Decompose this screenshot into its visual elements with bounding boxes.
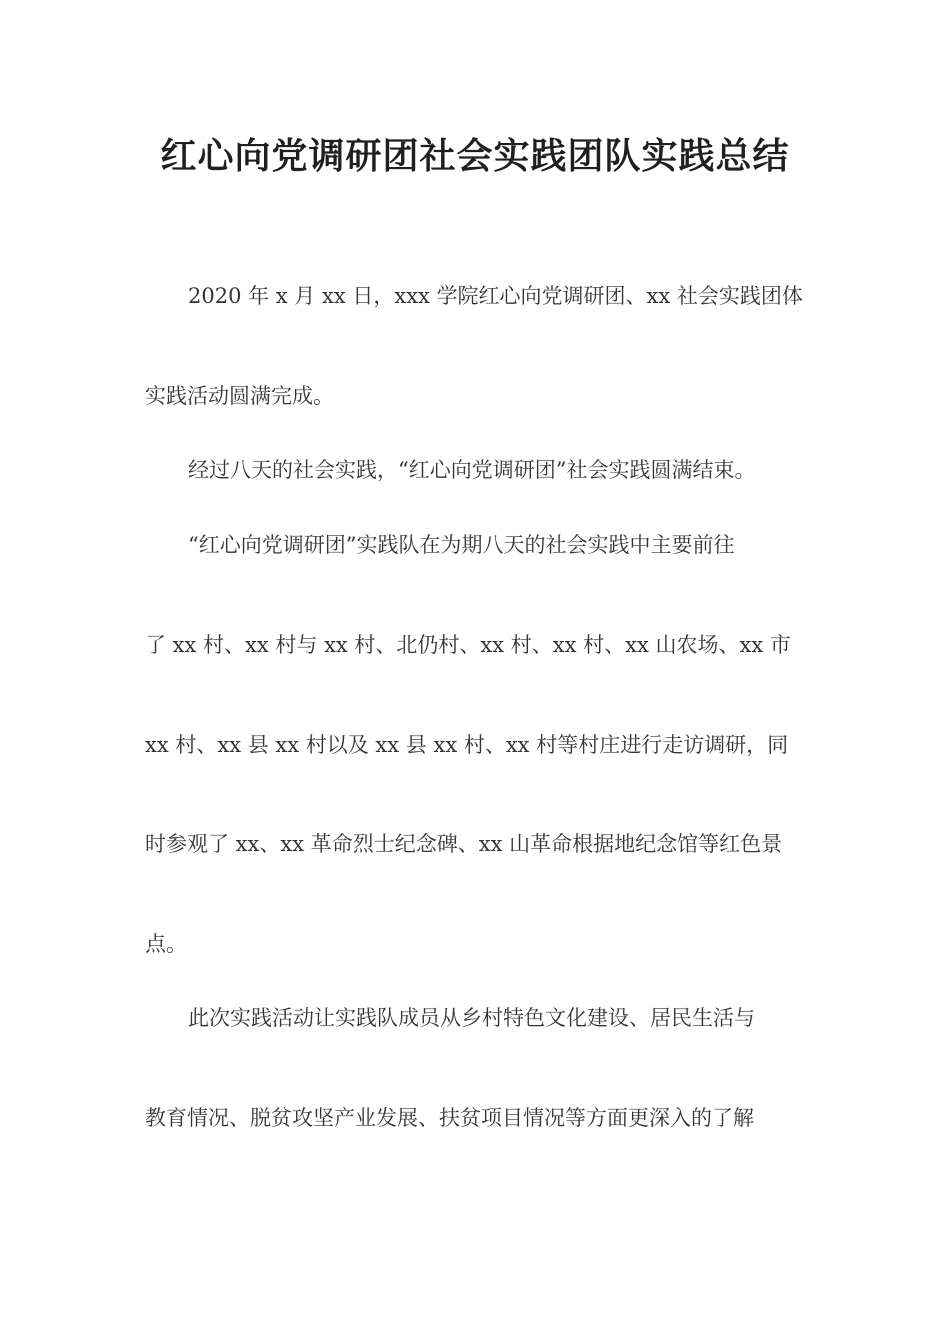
paragraph-line: 此次实践活动让实践队成员从乡村特色文化建设、居民生活与 bbox=[188, 1006, 755, 1030]
paragraph-line: xx 村、xx 县 xx 村以及 xx 县 xx 村、xx 村等村庄进行走访调研，同 bbox=[145, 733, 789, 757]
paragraph-line: 了 xx 村、xx 村与 xx 村、北仍村、xx 村、xx 村、xx 山农场、xx 市 bbox=[145, 633, 791, 657]
paragraph-line: “红心向党调研团”实践队在为期八天的社会实践中主要前往 bbox=[188, 533, 735, 557]
paragraph-line: 时参观了 xx、xx 革命烈士纪念碑、xx 山革命根据地纪念馆等红色景 bbox=[145, 832, 783, 856]
paragraph-line: 2020 年 x 月 xx 日，xxx 学院红心向党调研团、xx 社会实践团体 bbox=[188, 284, 803, 308]
paragraph-line: 实践活动圆满完成。 bbox=[145, 384, 334, 408]
paragraph-line: 经过八天的社会实践，“红心向党调研团”社会实践圆满结束。 bbox=[188, 458, 756, 482]
document-title: 红心向党调研团社会实践团队实践总结 bbox=[160, 135, 790, 177]
paragraph-line: 点。 bbox=[145, 932, 187, 956]
paragraph-line: 教育情况、脱贫攻坚产业发展、扶贫项目情况等方面更深入的了解 bbox=[145, 1106, 754, 1130]
